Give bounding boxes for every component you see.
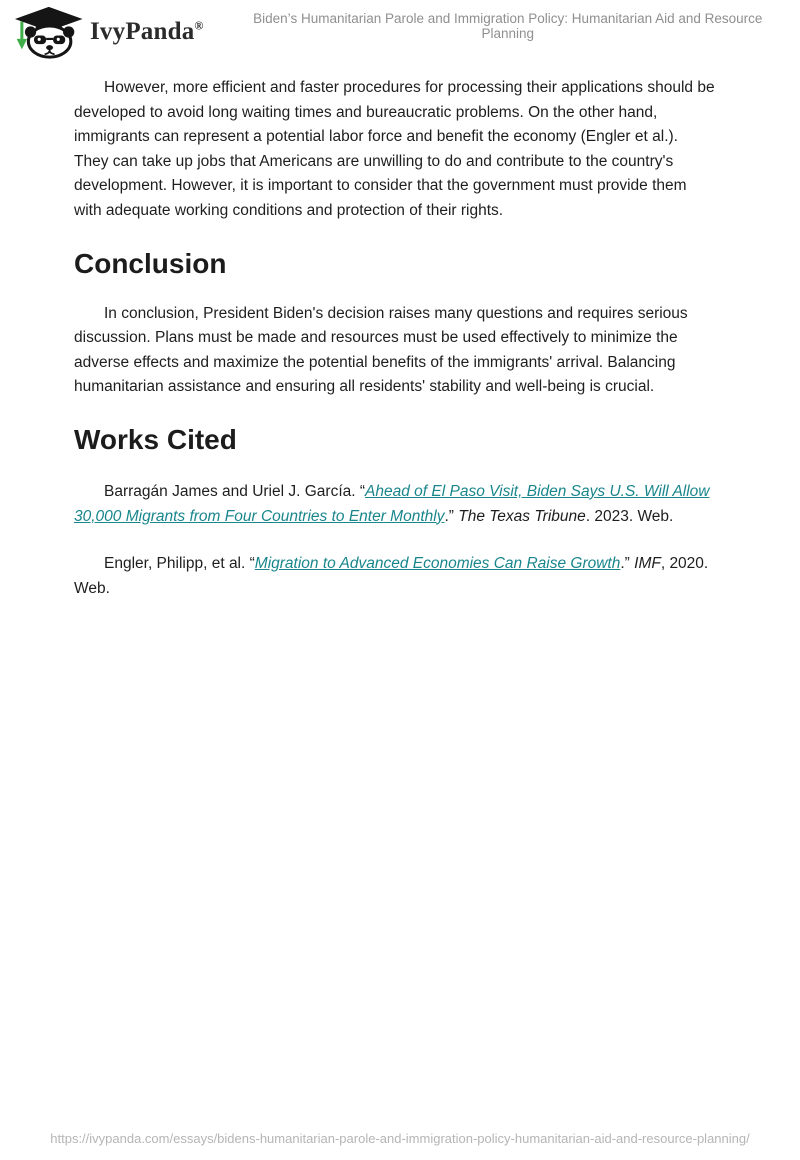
- citation-prefix: Engler, Philipp, et al. “: [104, 555, 255, 573]
- registered-mark: ®: [194, 18, 204, 33]
- citation-suffix: . 2023. Web.: [585, 507, 674, 525]
- document-header-title: Biden’s Humanitarian Parole and Immigration Policy: Humanitarian Aid and Resource Planning: [253, 11, 763, 41]
- brand-name: IvyPanda®: [90, 18, 204, 45]
- citation-source: The Texas Tribune: [458, 507, 586, 525]
- citation-suffix: , 2020. Web.: [74, 555, 709, 597]
- works-cited-heading: Works Cited: [74, 423, 237, 455]
- ivypanda-logo[interactable]: [8, 5, 204, 59]
- footer-url: https://ivypanda.com/essays/bidens-humanitarian-parole-and-immigration-policy-humanitarian-aid-and-resource-planning/: [50, 1131, 750, 1146]
- citation-link[interactable]: Ahead of El Paso Visit, Biden Says U.S. Will Allow 30,000 Migrants from Four Countries to Enter Monthly: [74, 482, 710, 525]
- panda-graduation-cap-icon: [8, 5, 86, 59]
- conclusion-heading: Conclusion: [74, 247, 227, 279]
- citation-prefix: Barragán James and Uriel J. García. “: [104, 482, 366, 500]
- citation-after-link: .”: [620, 555, 635, 573]
- citation-link[interactable]: Migration to Advanced Economies Can Raise Growth: [254, 555, 621, 573]
- citation-entry: [74, 552, 716, 601]
- conclusion-paragraph: In conclusion, President Biden's decision raises many questions and requires serious discussion. Plans must be made and resources must be used effectively to minimize the adverse effects and maximize the potential benefits of the immigrants' arrival. Balancing humanitarian assistance and ensuring all residents' stability and well-being is crucial.: [74, 304, 688, 396]
- citation-entry: [74, 480, 716, 529]
- essay-content: [0, 60, 800, 601]
- citation-after-link: .”: [444, 507, 459, 525]
- page-header: [0, 0, 800, 60]
- citation-source: IMF: [634, 555, 661, 573]
- body-paragraph: However, more efficient and faster procedures for processing their applications should be developed to avoid long waiting times and bureaucratic problems. On the other hand, immigrants can represent a potential labor force and benefit the economy (Engler et al.). They can take up jobs that Americans are unwilling to do and contribute to the country's development. However, it is important to consider that the government must provide them with adequate working conditions and protection of their rights.: [74, 79, 715, 219]
